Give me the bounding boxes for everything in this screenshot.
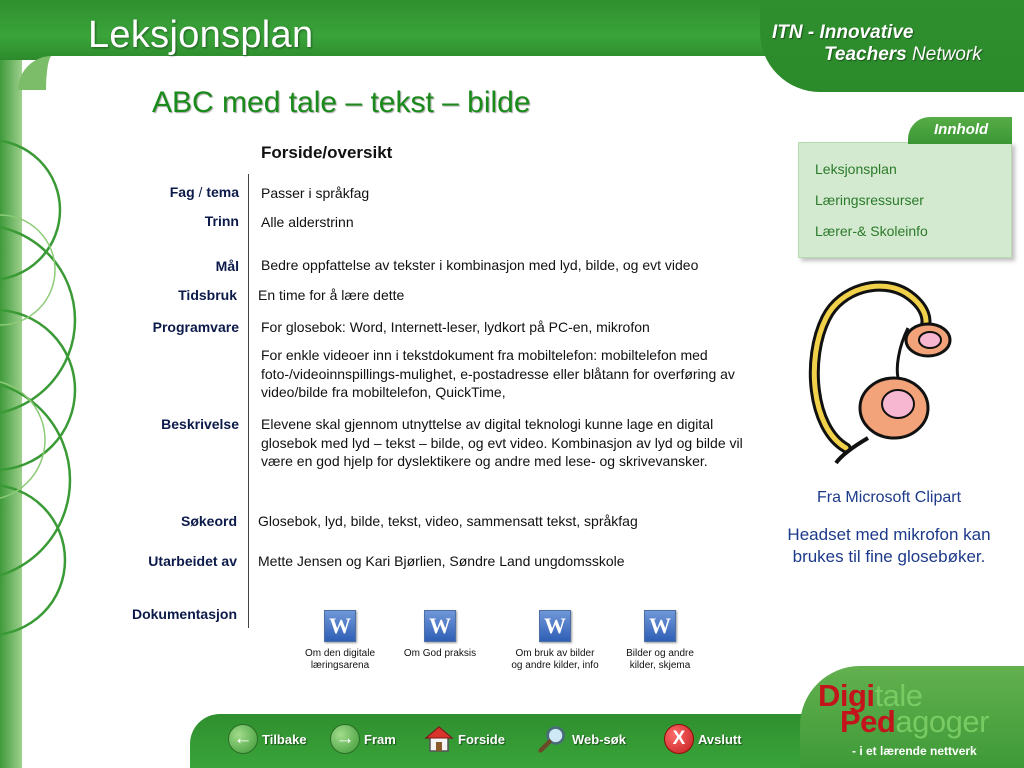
forward-button[interactable] [330,722,396,756]
app-title: Leksjonsplan [88,14,314,56]
logo-ped: Ped [840,704,896,739]
network-name-rest: Network [906,44,982,65]
house-icon[interactable] [424,724,454,754]
network-name-part: ITN - Innovative [772,22,914,43]
exit-button[interactable] [664,722,742,756]
web-search-button[interactable] [538,722,626,756]
section-title: Forside/oversikt [261,143,393,162]
trinn-value: Alle alderstrinn [261,214,354,230]
sokeord-value: Glosebok, lyd, bilde, tekst, video, sammensatt tekst, språkfag [258,513,638,529]
label-separator: / [194,184,207,200]
nav-item-laerer-skoleinfo[interactable]: Lærer-& Skoleinfo [815,223,928,239]
exit-button-label[interactable]: Avslutt [698,731,742,747]
fag-tema-value: Passer i språkfag [261,185,370,201]
web-search-button-label[interactable]: Web-søk [572,731,626,747]
exit-x-icon[interactable]: X [664,724,694,754]
sokeord-label: Søkeord [180,513,237,529]
beskrivelse-label: Beskrivelse [161,416,239,432]
tema-label: tema [206,184,239,200]
doc-link-label[interactable]: Om God praksis [403,648,477,659]
arrow-left-icon[interactable]: ← [228,724,258,754]
table-divider [248,174,249,628]
word-document-icon[interactable]: W [644,610,676,642]
header-curve [18,56,798,90]
tidsbruk-value: En time for å lære dette [258,287,405,303]
doc-link-image-use-info[interactable] [495,610,615,672]
home-button[interactable] [424,722,505,756]
page-title: ABC med tale – tekst – bilde [152,86,531,119]
network-name-line1 [772,22,913,44]
logo-digi: Digi [818,678,875,713]
word-document-icon[interactable]: W [324,610,356,642]
doc-link-label[interactable]: Om bruk av bilder og andre kilder, info [511,648,599,671]
maal-value: Bedre oppfattelse av tekster i kombinasjon med lyd, bilde, og evt video [261,257,699,273]
programvare-value-2: For enkle videoer inn i tekstdokument fra mobiltelefon: mobiltelefon med foto-/videoinnspillings-mulighet, e-postadresse eller blåtann for overføring av video/bilde fra mobiltelefon, QuickTime, [261,347,735,400]
clipart-caption: Headset med mikrofon kan brukes til fine glosebøker. [787,525,991,566]
nav-item-laeringsressurser[interactable]: Læringsressurser [815,192,924,208]
magnifier-icon[interactable] [538,724,568,754]
utarbeidet-label: Utarbeidet av [148,553,237,569]
fag-label: Fag [169,184,195,200]
maal-label: Mål [215,258,239,274]
beskrivelse-value: Elevene skal gjennom utnyttelse av digital teknologi kunne lage en digital glosebok med lyd – tekst – bilde, og evt video. Kombinasjon av lyd og bilde vil være en god hjelp for dyslektikere og andre med lese- og skrivevansker. [261,416,743,469]
programvare-value-1: For glosebok: Word, Internett-leser, lydkort på PC-en, mikrofon [261,319,650,335]
headset-clipart [806,278,956,468]
fag-tema-label [170,184,239,200]
doc-link-label[interactable]: Bilder og andre kilder, skjema [626,648,694,671]
doc-link-image-sources-form[interactable] [600,610,720,672]
decorative-circles [0,60,90,700]
logo-line-2 [840,704,989,740]
doc-link-label[interactable]: Om den digitale læringsarena [304,648,376,671]
content-nav-tab-label: Innhold [934,121,989,138]
word-document-icon[interactable]: W [539,610,571,642]
logo-tagline: - i et lærende nettverk [852,744,977,758]
word-document-icon[interactable]: W [424,610,456,642]
network-name-line2 [824,44,982,66]
forward-button-label[interactable]: Fram [364,731,396,747]
logo-agoger: agoger [895,704,989,739]
dokumentasjon-label: Dokumentasjon [131,606,237,622]
back-button[interactable] [228,722,307,756]
doc-link-good-practice[interactable] [380,610,500,660]
arrow-right-icon[interactable]: → [330,724,360,754]
logo-tale: tale [874,678,923,713]
back-button-label[interactable]: Tilbake [262,731,307,747]
nav-item-leksjonsplan[interactable]: Leksjonsplan [815,161,897,177]
home-button-label[interactable]: Forside [458,731,505,747]
utarbeidet-value: Mette Jensen og Kari Bjørlien, Søndre Land ungdomsskole [258,553,625,569]
trinn-label: Trinn [204,213,239,229]
tidsbruk-label: Tidsbruk [178,287,237,303]
clipart-credit: Fra Microsoft Clipart [816,489,962,506]
network-name-bold: Teachers [824,44,907,65]
programvare-label: Programvare [152,319,239,335]
